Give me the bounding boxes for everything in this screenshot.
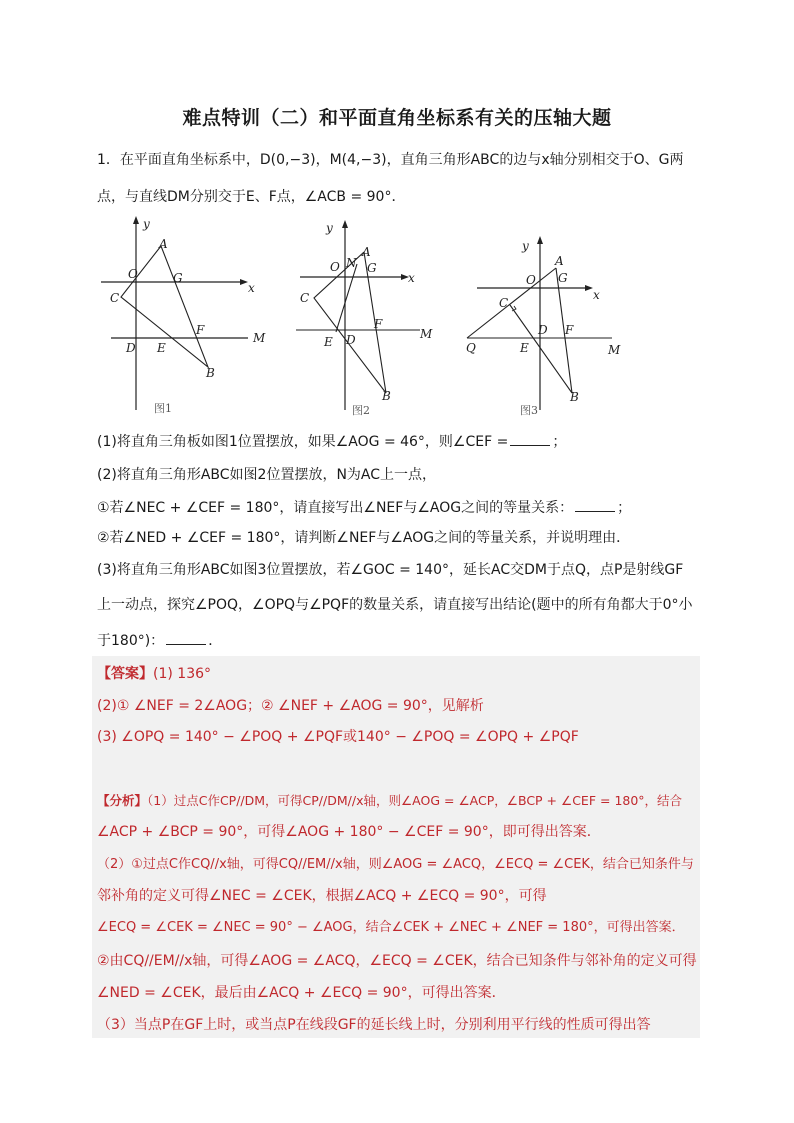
question-2a: ①若∠NEC + ∠CEF = 180°，请直接写出∠NEF与∠AOG之间的等量关系： ； <box>97 497 631 518</box>
figure-2 <box>290 210 440 424</box>
fig1-caption: 图1 <box>154 402 172 415</box>
fig2-label-m: M <box>420 327 433 341</box>
answer-line-2: (2)① ∠NEF = 2∠AOG；② ∠NEF + ∠AOG = 90°，见解析 <box>97 698 484 714</box>
fig2-label-e: E <box>324 335 333 349</box>
answer-line-3: (3) ∠OPQ = 140° − ∠POQ + ∠PQF或140° − ∠POQ = ∠OPQ + ∠PQF <box>97 729 579 745</box>
answer-label: 【答案】 <box>97 666 153 682</box>
fig2-label-y: y <box>326 221 333 235</box>
problem-line-2: 点，与直线DM分别交于E、F点，∠ACB = 90°． <box>97 189 406 205</box>
fig3-label-x: x <box>593 288 600 302</box>
fig2-label-a: A <box>362 245 371 259</box>
fig1-label-x: x <box>248 281 255 295</box>
problem-line-1: 1．在平面直角坐标系中，D(0,−3)，M(4,−3)，直角三角形ABC的边与x轴分别相交于O、G两 <box>97 152 684 168</box>
page-title: 难点特训（二）和平面直角坐标系有关的压轴大题 <box>182 107 612 129</box>
answer-blank-1 <box>510 431 550 446</box>
fig3-label-c: C <box>499 296 509 310</box>
fig1-label-a: A <box>159 237 168 251</box>
fig3-caption: 图3 <box>520 404 538 417</box>
fig2-label-f: F <box>374 317 383 331</box>
analysis-line-6: ②由CQ//EM//x轴，可得∠AOG = ∠ACQ，∠ECQ = ∠CEK，结合已知条件与邻补角的定义可得 <box>97 953 697 969</box>
analysis-line-8: （3）当点P在GF上时，或当点P在线段GF的延长线上时，分别利用平行线的性质可得出答 <box>97 1017 651 1033</box>
fig2-label-d: D <box>346 333 356 347</box>
question-2b: ②若∠NED + ∠CEF = 180°，请判断∠NEF与∠AOG之间的等量关系，并说明理由． <box>97 530 631 546</box>
fig1-label-y: y <box>143 217 150 231</box>
analysis-line-2: ∠ACP + ∠BCP = 90°，可得∠AOG + 180° − ∠CEF = 90°，即可得出答案． <box>97 824 601 840</box>
fig1-label-g: G <box>173 271 183 285</box>
analysis-line-4: 邻补角的定义可得∠NEC = ∠CEK，根据∠ACQ + ∠ECQ = 90°，可得 <box>97 888 547 904</box>
fig1-label-o: O <box>128 267 138 281</box>
fig3-label-y: y <box>522 239 529 253</box>
fig3-label-g: G <box>558 271 568 285</box>
question-2: (2)将直角三角形ABC如图2位置摆放，N为AC上一点， <box>97 467 437 483</box>
fig3-label-q: Q <box>466 341 476 355</box>
fig3-label-e: E <box>520 341 529 355</box>
question-3-line-2: 上一动点，探究∠POQ，∠OPQ与∠PQF的数量关系，请直接写出结论(题中的所有角都大于0°小 <box>97 597 693 613</box>
answer-blank-3 <box>166 630 206 645</box>
fig2-label-c: C <box>300 291 310 305</box>
question-3-line-3: 于180°)： ． <box>97 630 222 651</box>
fig2-caption: 图2 <box>352 404 370 417</box>
question-3-line-1: (3)将直角三角形ABC如图3位置摆放，若∠GOC = 140°，延长AC交DM于点Q，点P是射线GF <box>97 562 684 578</box>
fig3-label-o: O <box>526 273 536 287</box>
analysis-line-7: ∠NED = ∠CEK，最后由∠ACQ + ∠ECQ = 90°，可得出答案． <box>97 985 506 1001</box>
fig2-label-x: x <box>408 271 415 285</box>
fig3-label-m: M <box>608 343 621 357</box>
fig2-label-g: G <box>367 261 377 275</box>
answer-line-1: 【答案】(1) 136° <box>97 666 212 682</box>
fig1-label-f: F <box>196 323 205 337</box>
fig1-label-e: E <box>157 341 166 355</box>
fig3-label-a: A <box>555 254 564 268</box>
figure-3 <box>462 210 627 424</box>
fig3-label-f: F <box>565 323 574 337</box>
fig2-label-b: B <box>382 389 391 403</box>
answer-blank-2 <box>575 497 615 512</box>
fig1-label-c: C <box>110 291 120 305</box>
analysis-line-1: 【分析】（1）过点C作CP//DM，可得CP//DM//x轴，则∠AOG = ∠ACP，∠BCP + ∠CEF = 180°，结合 <box>97 793 683 808</box>
fig2-label-n: N <box>346 256 357 270</box>
analysis-label: 【分析】 <box>97 793 148 808</box>
figure-1 <box>96 210 276 424</box>
analysis-line-5: ∠ECQ = ∠CEK = ∠NEC = 90° − ∠AOG，结合∠CEK + ∠NEC + ∠NEF = 180°，可得出答案． <box>97 920 685 935</box>
analysis-line-3: （2）①过点C作CQ//x轴，可得CQ//EM//x轴，则∠AOG = ∠ACQ，∠ECQ = ∠CEK，结合已知条件与 <box>97 857 694 872</box>
fig3-label-d: D <box>538 323 548 337</box>
fig1-label-b: B <box>206 366 215 380</box>
question-1: (1)将直角三角板如图1位置摆放，如果∠AOG = 46°，则∠CEF = ； <box>97 431 566 452</box>
fig2-label-o: O <box>330 260 340 274</box>
fig1-label-m: M <box>253 331 266 345</box>
fig3-label-b: B <box>570 390 579 404</box>
fig1-label-d: D <box>126 341 136 355</box>
